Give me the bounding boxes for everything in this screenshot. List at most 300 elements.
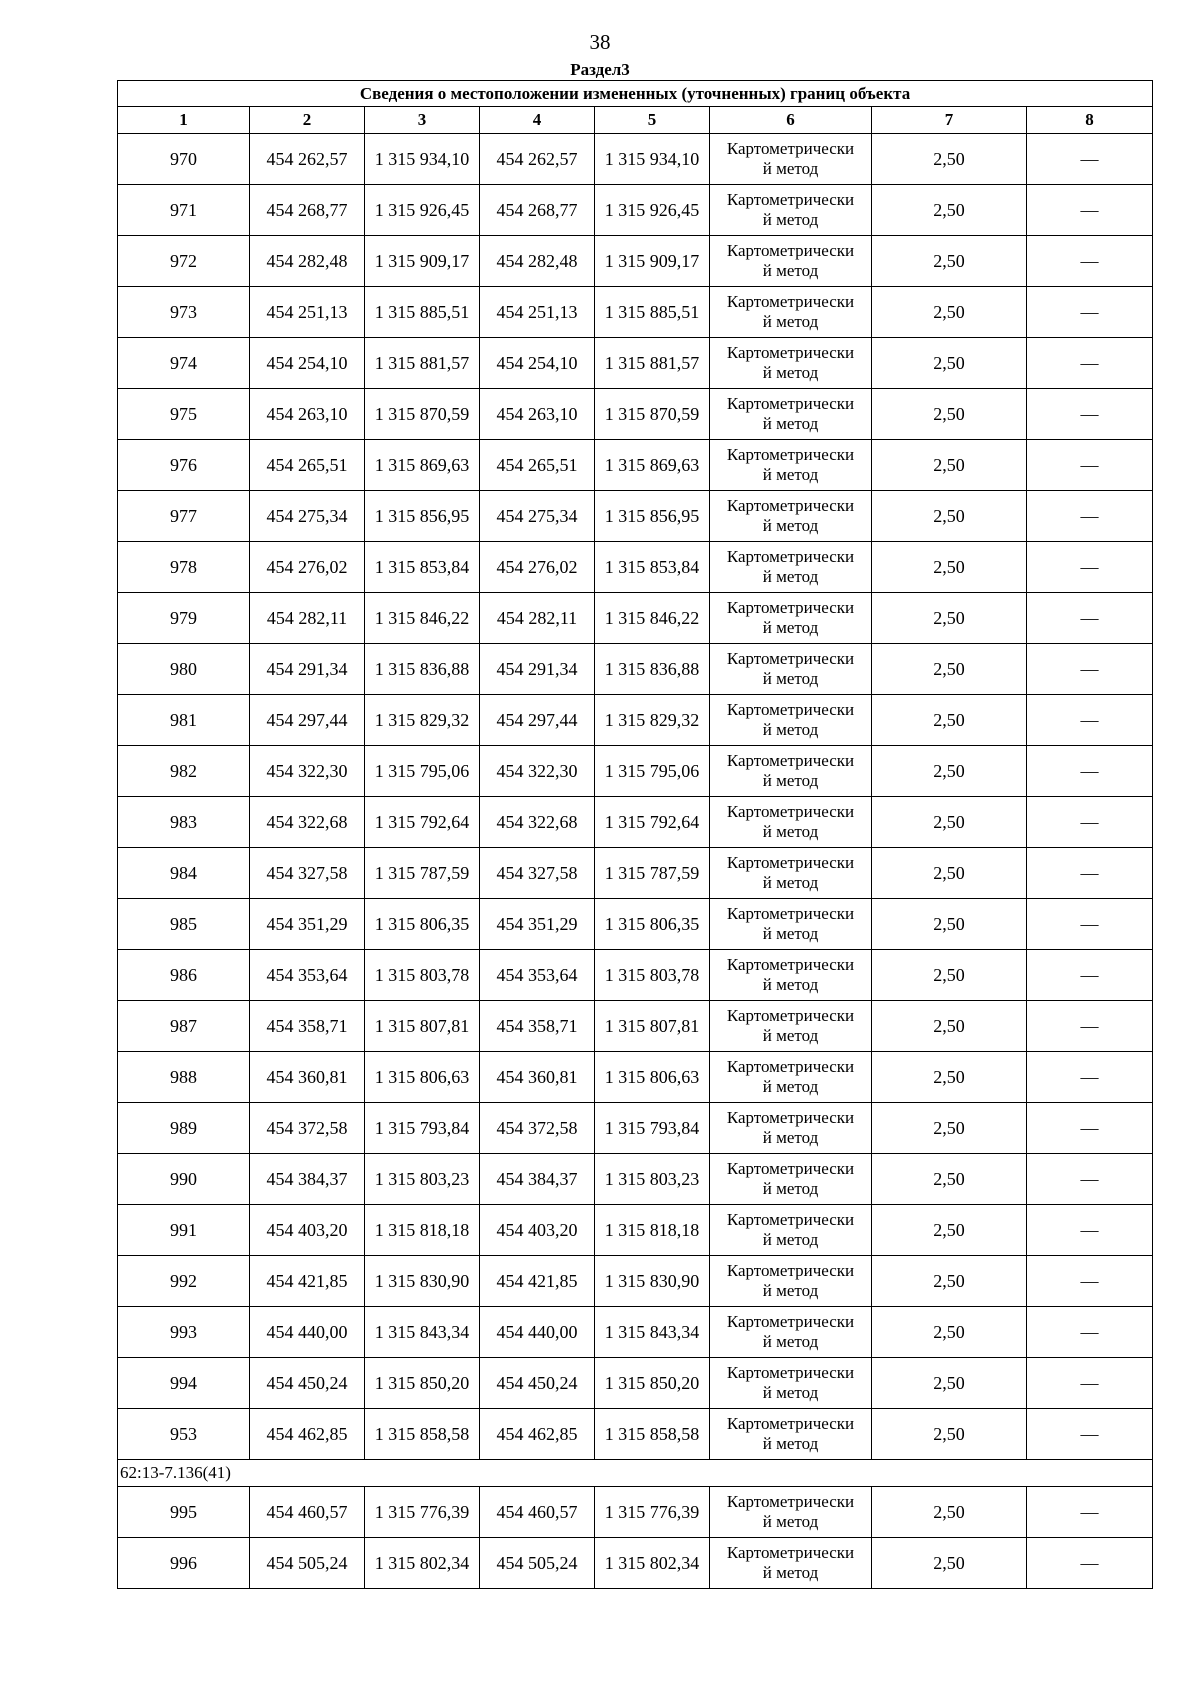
method-line: Картометрически	[726, 547, 855, 566]
method-cell	[710, 746, 872, 797]
old-x: 454 262,57	[250, 134, 365, 185]
method-cell	[710, 848, 872, 899]
method-cell	[710, 185, 872, 236]
method-line: й метод	[762, 1026, 819, 1045]
note-dash: —	[1027, 1256, 1153, 1307]
new-y: 1 315 829,32	[595, 695, 710, 746]
table-row	[118, 389, 1153, 440]
table-row	[118, 1256, 1153, 1307]
note-dash: —	[1027, 1487, 1153, 1538]
new-y: 1 315 850,20	[595, 1358, 710, 1409]
accuracy: 2,50	[872, 491, 1027, 542]
method-cell	[710, 1538, 872, 1589]
table-row	[118, 1409, 1153, 1460]
new-x: 454 353,64	[480, 950, 595, 1001]
old-y: 1 315 776,39	[365, 1487, 480, 1538]
point-number: 982	[118, 746, 250, 797]
point-number: 977	[118, 491, 250, 542]
point-number: 971	[118, 185, 250, 236]
new-y: 1 315 795,06	[595, 746, 710, 797]
old-x: 454 276,02	[250, 542, 365, 593]
old-x: 454 403,20	[250, 1205, 365, 1256]
note-dash: —	[1027, 1409, 1153, 1460]
method-line: Картометрически	[726, 904, 855, 923]
new-y: 1 315 869,63	[595, 440, 710, 491]
method-line: Картометрически	[726, 343, 855, 362]
new-x: 454 276,02	[480, 542, 595, 593]
old-x: 454 268,77	[250, 185, 365, 236]
new-y: 1 315 803,23	[595, 1154, 710, 1205]
table-row	[118, 1103, 1153, 1154]
table-row	[118, 185, 1153, 236]
old-y: 1 315 881,57	[365, 338, 480, 389]
method-cell	[710, 1409, 872, 1460]
method-line: й метод	[762, 414, 819, 433]
new-x: 454 360,81	[480, 1052, 595, 1103]
old-x: 454 275,34	[250, 491, 365, 542]
method-cell	[710, 1487, 872, 1538]
point-number: 976	[118, 440, 250, 491]
table-row	[118, 1358, 1153, 1409]
method-line: Картометрически	[726, 1159, 855, 1178]
old-x: 454 254,10	[250, 338, 365, 389]
new-y: 1 315 793,84	[595, 1103, 710, 1154]
note-dash: —	[1027, 542, 1153, 593]
note-dash: —	[1027, 950, 1153, 1001]
new-x: 454 327,58	[480, 848, 595, 899]
old-x: 454 360,81	[250, 1052, 365, 1103]
method-cell	[710, 1103, 872, 1154]
table-row	[118, 899, 1153, 950]
method-line: Картометрически	[726, 751, 855, 770]
old-y: 1 315 909,17	[365, 236, 480, 287]
new-x: 454 297,44	[480, 695, 595, 746]
method-line: Картометрически	[726, 1108, 855, 1127]
old-x: 454 460,57	[250, 1487, 365, 1538]
new-x: 454 282,11	[480, 593, 595, 644]
method-line: й метод	[762, 669, 819, 688]
point-number: 972	[118, 236, 250, 287]
accuracy: 2,50	[872, 1538, 1027, 1589]
note-dash: —	[1027, 440, 1153, 491]
note-dash: —	[1027, 491, 1153, 542]
column-header: 7	[872, 107, 1027, 134]
new-x: 454 322,68	[480, 797, 595, 848]
new-x: 454 505,24	[480, 1538, 595, 1589]
method-line: Картометрически	[726, 598, 855, 617]
method-cell	[710, 950, 872, 1001]
table-row	[118, 644, 1153, 695]
note-dash: —	[1027, 1538, 1153, 1589]
method-line: й метод	[762, 516, 819, 535]
method-line: Картометрически	[726, 1210, 855, 1229]
old-x: 454 251,13	[250, 287, 365, 338]
old-x: 454 265,51	[250, 440, 365, 491]
old-y: 1 315 830,90	[365, 1256, 480, 1307]
table-caption: Сведения о местоположении измененных (уточненных) границ объекта	[118, 81, 1153, 107]
accuracy: 2,50	[872, 1154, 1027, 1205]
accuracy: 2,50	[872, 1001, 1027, 1052]
new-y: 1 315 909,17	[595, 236, 710, 287]
new-x: 454 460,57	[480, 1487, 595, 1538]
accuracy: 2,50	[872, 1052, 1027, 1103]
method-line: й метод	[762, 873, 819, 892]
new-x: 454 263,10	[480, 389, 595, 440]
new-x: 454 403,20	[480, 1205, 595, 1256]
new-y: 1 315 802,34	[595, 1538, 710, 1589]
old-y: 1 315 829,32	[365, 695, 480, 746]
old-y: 1 315 926,45	[365, 185, 480, 236]
new-x: 454 450,24	[480, 1358, 595, 1409]
point-number: 984	[118, 848, 250, 899]
method-cell	[710, 389, 872, 440]
old-x: 454 322,30	[250, 746, 365, 797]
table-row	[118, 1001, 1153, 1052]
column-header: 1	[118, 107, 250, 134]
method-line: Картометрически	[726, 1261, 855, 1280]
method-line: й метод	[762, 720, 819, 739]
method-cell	[710, 440, 872, 491]
accuracy: 2,50	[872, 185, 1027, 236]
method-line: Картометрически	[726, 1363, 855, 1382]
note-dash: —	[1027, 797, 1153, 848]
new-x: 454 384,37	[480, 1154, 595, 1205]
table-row	[118, 1307, 1153, 1358]
accuracy: 2,50	[872, 1307, 1027, 1358]
column-header: 6	[710, 107, 872, 134]
column-header: 3	[365, 107, 480, 134]
table-row	[118, 287, 1153, 338]
old-x: 454 282,48	[250, 236, 365, 287]
method-cell	[710, 899, 872, 950]
accuracy: 2,50	[872, 848, 1027, 899]
old-x: 454 282,11	[250, 593, 365, 644]
old-x: 454 505,24	[250, 1538, 365, 1589]
accuracy: 2,50	[872, 542, 1027, 593]
table-row	[118, 1154, 1153, 1205]
note-dash: —	[1027, 1307, 1153, 1358]
old-x: 454 384,37	[250, 1154, 365, 1205]
method-cell	[710, 593, 872, 644]
method-line: Картометрически	[726, 853, 855, 872]
old-x: 454 372,58	[250, 1103, 365, 1154]
old-y: 1 315 870,59	[365, 389, 480, 440]
table-row	[118, 338, 1153, 389]
new-y: 1 315 856,95	[595, 491, 710, 542]
new-x: 454 251,13	[480, 287, 595, 338]
column-header: 2	[250, 107, 365, 134]
method-line: й метод	[762, 261, 819, 280]
old-x: 454 462,85	[250, 1409, 365, 1460]
point-number: 995	[118, 1487, 250, 1538]
method-cell	[710, 1052, 872, 1103]
point-number: 979	[118, 593, 250, 644]
old-y: 1 315 807,81	[365, 1001, 480, 1052]
point-number: 994	[118, 1358, 250, 1409]
method-line: й метод	[762, 1332, 819, 1351]
section-title: Раздел3	[570, 60, 630, 79]
method-line: й метод	[762, 312, 819, 331]
old-y: 1 315 818,18	[365, 1205, 480, 1256]
old-y: 1 315 787,59	[365, 848, 480, 899]
method-line: й метод	[762, 159, 819, 178]
old-y: 1 315 803,78	[365, 950, 480, 1001]
old-x: 454 450,24	[250, 1358, 365, 1409]
accuracy: 2,50	[872, 1205, 1027, 1256]
accuracy: 2,50	[872, 440, 1027, 491]
old-y: 1 315 846,22	[365, 593, 480, 644]
table-row	[118, 695, 1153, 746]
note-dash: —	[1027, 338, 1153, 389]
note-dash: —	[1027, 1001, 1153, 1052]
new-x: 454 322,30	[480, 746, 595, 797]
new-x: 454 440,00	[480, 1307, 595, 1358]
method-cell	[710, 797, 872, 848]
old-x: 454 421,85	[250, 1256, 365, 1307]
method-line: Картометрически	[726, 496, 855, 515]
accuracy: 2,50	[872, 1103, 1027, 1154]
old-y: 1 315 843,34	[365, 1307, 480, 1358]
table-row	[118, 440, 1153, 491]
new-y: 1 315 881,57	[595, 338, 710, 389]
point-number: 970	[118, 134, 250, 185]
old-x: 454 440,00	[250, 1307, 365, 1358]
method-line: й метод	[762, 567, 819, 586]
table-header-row	[118, 107, 1153, 134]
new-y: 1 315 846,22	[595, 593, 710, 644]
method-line: Картометрически	[726, 802, 855, 821]
method-cell	[710, 644, 872, 695]
table-row	[118, 1487, 1153, 1538]
method-line: й метод	[762, 822, 819, 841]
new-y: 1 315 803,78	[595, 950, 710, 1001]
method-line: й метод	[762, 975, 819, 994]
old-y: 1 315 853,84	[365, 542, 480, 593]
method-line: Картометрически	[726, 1492, 855, 1511]
method-cell	[710, 1205, 872, 1256]
old-y: 1 315 858,58	[365, 1409, 480, 1460]
old-x: 454 327,58	[250, 848, 365, 899]
accuracy: 2,50	[872, 287, 1027, 338]
accuracy: 2,50	[872, 338, 1027, 389]
method-line: Картометрически	[726, 1057, 855, 1076]
note-dash: —	[1027, 848, 1153, 899]
note-dash: —	[1027, 185, 1153, 236]
table-row	[118, 542, 1153, 593]
old-x: 454 353,64	[250, 950, 365, 1001]
method-cell	[710, 1256, 872, 1307]
accuracy: 2,50	[872, 899, 1027, 950]
new-y: 1 315 776,39	[595, 1487, 710, 1538]
new-y: 1 315 787,59	[595, 848, 710, 899]
table-row	[118, 134, 1153, 185]
new-y: 1 315 926,45	[595, 185, 710, 236]
method-cell	[710, 1154, 872, 1205]
new-x: 454 358,71	[480, 1001, 595, 1052]
point-number: 975	[118, 389, 250, 440]
method-line: й метод	[762, 465, 819, 484]
new-x: 454 462,85	[480, 1409, 595, 1460]
point-number: 985	[118, 899, 250, 950]
method-cell	[710, 1307, 872, 1358]
method-line: й метод	[762, 1077, 819, 1096]
new-x: 454 254,10	[480, 338, 595, 389]
table-row	[118, 1052, 1153, 1103]
new-y: 1 315 870,59	[595, 389, 710, 440]
method-line: Картометрически	[726, 241, 855, 260]
method-cell	[710, 287, 872, 338]
new-x: 454 268,77	[480, 185, 595, 236]
method-line: Картометрически	[726, 394, 855, 413]
new-x: 454 372,58	[480, 1103, 595, 1154]
method-line: й метод	[762, 1383, 819, 1402]
method-line: й метод	[762, 363, 819, 382]
method-line: Картометрически	[726, 649, 855, 668]
old-y: 1 315 850,20	[365, 1358, 480, 1409]
new-y: 1 315 806,63	[595, 1052, 710, 1103]
method-cell	[710, 542, 872, 593]
table-row	[118, 1205, 1153, 1256]
new-x: 454 282,48	[480, 236, 595, 287]
new-y: 1 315 934,10	[595, 134, 710, 185]
new-y: 1 315 818,18	[595, 1205, 710, 1256]
new-x: 454 265,51	[480, 440, 595, 491]
note-dash: —	[1027, 1052, 1153, 1103]
method-line: Картометрически	[726, 445, 855, 464]
old-y: 1 315 795,06	[365, 746, 480, 797]
method-cell	[710, 695, 872, 746]
accuracy: 2,50	[872, 746, 1027, 797]
note-dash: —	[1027, 389, 1153, 440]
method-line: й метод	[762, 924, 819, 943]
note-dash: —	[1027, 1358, 1153, 1409]
boundary-coordinates-table	[117, 80, 1153, 1589]
page-number: 38	[589, 30, 611, 54]
method-line: й метод	[762, 1281, 819, 1300]
contour-label-row	[118, 1460, 1153, 1487]
method-cell	[710, 236, 872, 287]
table-row	[118, 950, 1153, 1001]
point-number: 974	[118, 338, 250, 389]
accuracy: 2,50	[872, 950, 1027, 1001]
method-cell	[710, 134, 872, 185]
new-y: 1 315 807,81	[595, 1001, 710, 1052]
method-line: й метод	[762, 1434, 819, 1453]
old-x: 454 358,71	[250, 1001, 365, 1052]
old-x: 454 291,34	[250, 644, 365, 695]
table-row	[118, 797, 1153, 848]
contour-label: 62:13-7.136(41)	[118, 1460, 1153, 1487]
method-line: Картометрически	[726, 1414, 855, 1433]
method-line: Картометрически	[726, 190, 855, 209]
column-header: 5	[595, 107, 710, 134]
point-number: 989	[118, 1103, 250, 1154]
new-x: 454 351,29	[480, 899, 595, 950]
old-y: 1 315 803,23	[365, 1154, 480, 1205]
table-row	[118, 746, 1153, 797]
old-y: 1 315 793,84	[365, 1103, 480, 1154]
method-cell	[710, 1358, 872, 1409]
method-line: Картометрически	[726, 1543, 855, 1562]
table-row	[118, 236, 1153, 287]
old-x: 454 322,68	[250, 797, 365, 848]
note-dash: —	[1027, 644, 1153, 695]
method-cell	[710, 491, 872, 542]
note-dash: —	[1027, 593, 1153, 644]
note-dash: —	[1027, 1154, 1153, 1205]
method-line: Картометрически	[726, 955, 855, 974]
method-line: й метод	[762, 1512, 819, 1531]
point-number: 991	[118, 1205, 250, 1256]
new-y: 1 315 885,51	[595, 287, 710, 338]
point-number: 992	[118, 1256, 250, 1307]
new-x: 454 421,85	[480, 1256, 595, 1307]
column-header: 4	[480, 107, 595, 134]
method-line: й метод	[762, 1230, 819, 1249]
point-number: 987	[118, 1001, 250, 1052]
new-y: 1 315 843,34	[595, 1307, 710, 1358]
point-number: 988	[118, 1052, 250, 1103]
accuracy: 2,50	[872, 797, 1027, 848]
accuracy: 2,50	[872, 134, 1027, 185]
accuracy: 2,50	[872, 695, 1027, 746]
point-number: 981	[118, 695, 250, 746]
method-line: й метод	[762, 618, 819, 637]
old-x: 454 263,10	[250, 389, 365, 440]
old-y: 1 315 869,63	[365, 440, 480, 491]
accuracy: 2,50	[872, 1256, 1027, 1307]
point-number: 996	[118, 1538, 250, 1589]
old-x: 454 351,29	[250, 899, 365, 950]
method-line: й метод	[762, 1179, 819, 1198]
old-x: 454 297,44	[250, 695, 365, 746]
method-line: Картометрически	[726, 700, 855, 719]
point-number: 978	[118, 542, 250, 593]
method-line: Картометрически	[726, 139, 855, 158]
new-y: 1 315 836,88	[595, 644, 710, 695]
new-y: 1 315 792,64	[595, 797, 710, 848]
note-dash: —	[1027, 1205, 1153, 1256]
new-x: 454 275,34	[480, 491, 595, 542]
new-y: 1 315 858,58	[595, 1409, 710, 1460]
point-number: 973	[118, 287, 250, 338]
old-y: 1 315 806,63	[365, 1052, 480, 1103]
method-cell	[710, 1001, 872, 1052]
method-line: й метод	[762, 771, 819, 790]
point-number: 953	[118, 1409, 250, 1460]
table-row	[118, 491, 1153, 542]
table-caption-row	[118, 81, 1153, 107]
accuracy: 2,50	[872, 593, 1027, 644]
point-number: 980	[118, 644, 250, 695]
accuracy: 2,50	[872, 236, 1027, 287]
method-line: й метод	[762, 1563, 819, 1582]
point-number: 986	[118, 950, 250, 1001]
accuracy: 2,50	[872, 1487, 1027, 1538]
note-dash: —	[1027, 746, 1153, 797]
method-line: Картометрически	[726, 1006, 855, 1025]
method-line: й метод	[762, 210, 819, 229]
method-line: Картометрически	[726, 292, 855, 311]
note-dash: —	[1027, 287, 1153, 338]
accuracy: 2,50	[872, 389, 1027, 440]
old-y: 1 315 885,51	[365, 287, 480, 338]
column-header: 8	[1027, 107, 1153, 134]
new-y: 1 315 853,84	[595, 542, 710, 593]
point-number: 983	[118, 797, 250, 848]
old-y: 1 315 802,34	[365, 1538, 480, 1589]
method-cell	[710, 338, 872, 389]
